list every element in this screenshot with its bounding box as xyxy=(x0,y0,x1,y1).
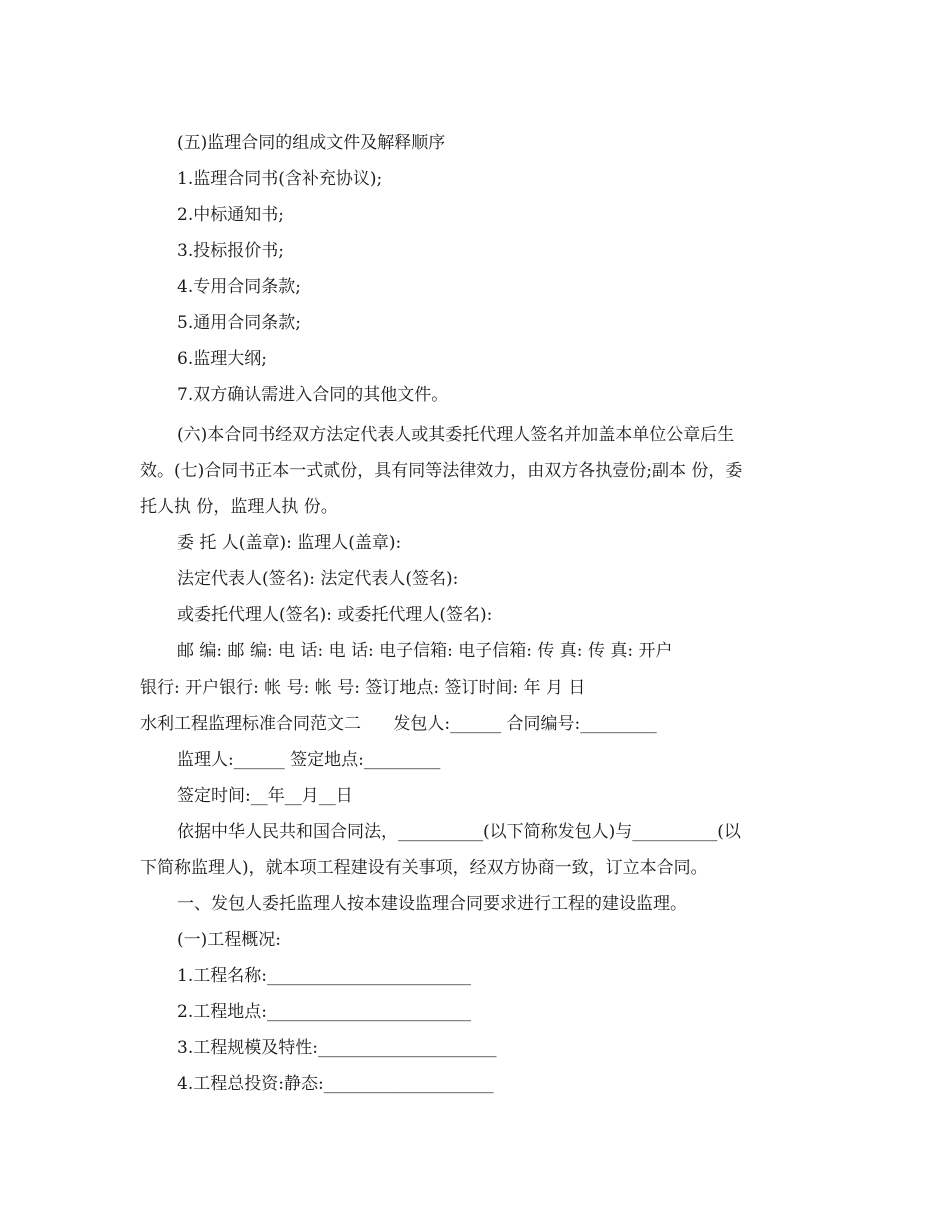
signature-line: 或委托代理人(签名): 或委托代理人(签名): xyxy=(177,605,493,625)
paragraph-line: 依据中华人民共和国合同法，__________(以下简称发包人)与__________(以 xyxy=(177,822,741,842)
list-item: 5.通用合同条款; xyxy=(177,313,301,333)
list-item: 6.监理大纲; xyxy=(177,349,267,369)
contract-title-line: 水利工程监理标准合同范文二 发包人:______ 合同编号:_________ xyxy=(140,714,657,734)
list-item: 2.中标通知书; xyxy=(177,205,284,225)
form-line: 3.工程规模及特性:_____________________ xyxy=(177,1038,497,1058)
list-item: 7.双方确认需进入合同的其他文件。 xyxy=(177,385,449,405)
section-heading-5: (五)监理合同的组成文件及解释顺序 xyxy=(177,133,446,153)
contact-line: 银行: 开户银行: 帐 号: 帐 号: 签订地点: 签订时间: 年 月 日 xyxy=(140,678,586,698)
form-line: 1.工程名称:________________________ xyxy=(177,966,471,986)
signature-line: 委 托 人(盖章): 监理人(盖章): xyxy=(177,533,402,553)
section-heading-1: 一、发包人委托监理人按本建设监理合同要求进行工程的建设监理。 xyxy=(177,894,687,914)
list-item: 4.专用合同条款; xyxy=(177,277,301,297)
paragraph-line: (六)本合同书经双方法定代表人或其委托代理人签名并加盖本单位公章后生 xyxy=(177,425,735,445)
paragraph-line: 托人执 份，监理人执 份。 xyxy=(140,497,338,517)
signature-line: 法定代表人(签名): 法定代表人(签名): xyxy=(177,569,459,589)
list-item: 3.投标报价书; xyxy=(177,241,284,261)
form-line: 签定时间:__年__月__日 xyxy=(177,786,353,806)
subsection-heading: (一)工程概况: xyxy=(177,930,281,950)
paragraph-line: 下简称监理人)，就本项工程建设有关事项，经双方协商一致，订立本合同。 xyxy=(140,858,708,878)
list-item: 1.监理合同书(含补充协议); xyxy=(177,169,383,189)
paragraph-line: 效。(七)合同书正本一式贰份，具有同等法律效力，由双方各执壹份;副本 份，委 xyxy=(140,461,743,481)
form-line: 监理人:______ 签定地点:_________ xyxy=(177,750,441,770)
contact-line: 邮 编: 邮 编: 电 话: 电 话: 电子信箱: 电子信箱: 传 真: 传 真: 开户 xyxy=(177,641,673,661)
form-line: 2.工程地点:________________________ xyxy=(177,1002,471,1022)
form-line: 4.工程总投资:静态:____________________ xyxy=(177,1074,494,1094)
